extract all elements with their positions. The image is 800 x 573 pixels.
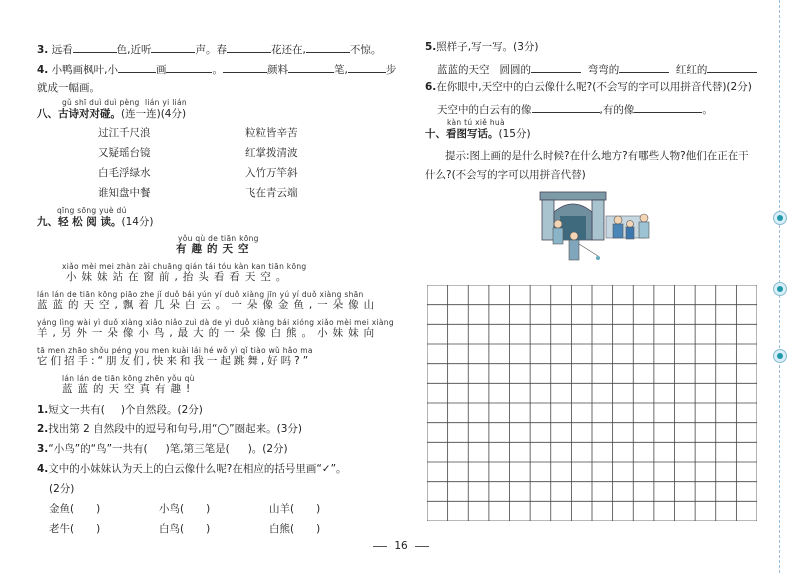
q3-line: 3. 远看 色,近听 声。春 花还在, 不惊。 xyxy=(37,41,381,57)
story-l2-pinyin: lán lán de tiān kōng piāo zhe jǐ duǒ bái yún yí duǒ xiàng jīn yú yí duǒ xiàng shān xyxy=(37,290,364,299)
story-l5: 蓝蓝的天空真有趣! xyxy=(62,383,196,395)
q4-line2: 就成一幅画。 xyxy=(37,82,100,94)
writing-grid[interactable] xyxy=(427,285,757,521)
reading-q2: 2.找出第 2 自然段中的逗号和句号,用“◯”圈起来。(3分) xyxy=(37,423,302,435)
q6-line: 天空中的白云有的像 ,有的像 。 xyxy=(437,101,713,117)
choice-shanyang[interactable]: 山羊( ) xyxy=(269,503,321,515)
sec8-pinyin: gǔ shī duì duì pèng xyxy=(62,98,140,107)
sec8-heading: 八、古诗对对碰。(连一连)(4分) xyxy=(37,108,187,120)
poem-right-list xyxy=(245,127,298,207)
binding-hole xyxy=(773,282,787,296)
blank[interactable] xyxy=(306,41,350,53)
blank[interactable] xyxy=(619,61,669,73)
page-number: 16 xyxy=(373,540,429,553)
story-l4: 它们招手:“朋友们,快来和我一起跳舞,好吗?” xyxy=(37,355,312,367)
poem-left-list xyxy=(98,127,151,207)
story-l1: 小妹妹站在窗前,抬头看看天空。 xyxy=(66,271,292,283)
hint-line-2: 什么?(不会写的字可以用拼音代替) xyxy=(425,169,586,181)
blank[interactable] xyxy=(531,61,581,73)
binding-hole xyxy=(773,211,787,225)
story-l4-pinyin: tā men zhāo shǒu péng you men kuài lái hé wǒ yì qǐ tiào wǔ hǎo ma xyxy=(37,346,313,355)
story-l5-pinyin: lán lán de tiān kōng zhēn yǒu qù xyxy=(62,374,195,383)
sec8-pinyin-sub: lián yi lián xyxy=(145,98,187,107)
sec9-heading: 九、轻 松 阅 读。(14分) xyxy=(37,216,154,228)
poem-right-item[interactable]: 飞在青云端 xyxy=(245,187,298,199)
hint-line-1: 提示:图上画的是什么时候?在什么地方?有哪些人物?他们在正在干 xyxy=(445,150,749,162)
blank[interactable] xyxy=(348,61,386,73)
blank[interactable] xyxy=(227,41,271,53)
blank[interactable] xyxy=(151,41,195,53)
blank[interactable] xyxy=(634,101,702,113)
reading-q1: 1.短文一共有( )个自然段。(2分) xyxy=(37,404,203,416)
choice-baixiong[interactable]: 白熊( ) xyxy=(269,523,321,535)
q5-line: 蓝蓝的天空 圆圆的 弯弯的 红红的 xyxy=(437,61,757,77)
story-l3: 羊,另外一朵像小鸟,最大的一朵像白熊。小妹妹向 xyxy=(37,327,380,339)
blank[interactable] xyxy=(166,61,212,73)
poem-left-item[interactable]: 谁知盘中餐 xyxy=(98,187,151,199)
poem-left-item[interactable]: 又疑瑶台镜 xyxy=(98,147,151,159)
blank[interactable] xyxy=(223,61,267,73)
choice-bainiao[interactable]: 白鸟( ) xyxy=(159,523,211,535)
poem-right-item[interactable]: 入竹万竿斜 xyxy=(245,167,298,179)
blank[interactable] xyxy=(288,61,334,73)
blank[interactable] xyxy=(73,41,117,53)
story-l3-pinyin: yáng lìng wài yì duǒ xiàng xiǎo niǎo zuì dà de yì duǒ xiàng bái xióng xiǎo mèi mei xiàng xyxy=(37,318,394,327)
poem-right-item[interactable]: 红掌拨清波 xyxy=(245,147,298,159)
choice-jinyu[interactable]: 金鱼( ) xyxy=(49,503,101,515)
sec10-pinyin: kàn tú xiě huà xyxy=(447,118,505,127)
picture-illustration xyxy=(536,186,666,276)
blank[interactable] xyxy=(118,61,156,73)
choice-xiaoniao[interactable]: 小鸟( ) xyxy=(159,503,211,515)
poem-left-item[interactable]: 过江千尺浪 xyxy=(98,127,151,139)
q4-line: 4. 小鸭画枫叶,小 画 。 颜料 笔, 步 xyxy=(37,61,396,77)
choice-laoniu[interactable]: 老牛( ) xyxy=(49,523,101,535)
binding-hole xyxy=(773,349,787,363)
q6-heading: 6.在你眼中,天空中的白云像什么呢?(不会写的字可以用拼音代替)(2分) xyxy=(425,81,752,93)
story-title-pinyin: yǒu qù de tiān kōng xyxy=(178,234,259,243)
poem-right-item[interactable]: 粒粒皆辛苦 xyxy=(245,127,298,139)
reading-q3: 3.“小鸟”的“鸟”一共有( )笔,第三笔是( )。(2分) xyxy=(37,443,288,455)
blank[interactable] xyxy=(707,61,757,73)
sec10-heading: 十、看图写话。(15分) xyxy=(425,128,531,140)
reading-q4-score: (2分) xyxy=(49,483,75,495)
sec9-pinyin: qīng sōng yuè dú xyxy=(57,206,127,215)
story-title: 有趣的天空 xyxy=(176,243,254,255)
story-l2: 蓝蓝的天空,飘着几朵白云。一朵像金鱼,一朵像山 xyxy=(37,299,380,311)
q5-heading: 5.照样子,写一写。(3分) xyxy=(425,41,539,53)
poem-left-item[interactable]: 白毛浮绿水 xyxy=(98,167,151,179)
blank[interactable] xyxy=(532,101,600,113)
reading-q4: 4.文中的小妹妹认为天上的白云像什么呢?在相应的括号里画“✓”。 xyxy=(37,463,347,475)
story-l1-pinyin: xiǎo mèi mei zhàn zài chuāng qián tái tóu kàn kan tiān kōng xyxy=(62,262,307,271)
